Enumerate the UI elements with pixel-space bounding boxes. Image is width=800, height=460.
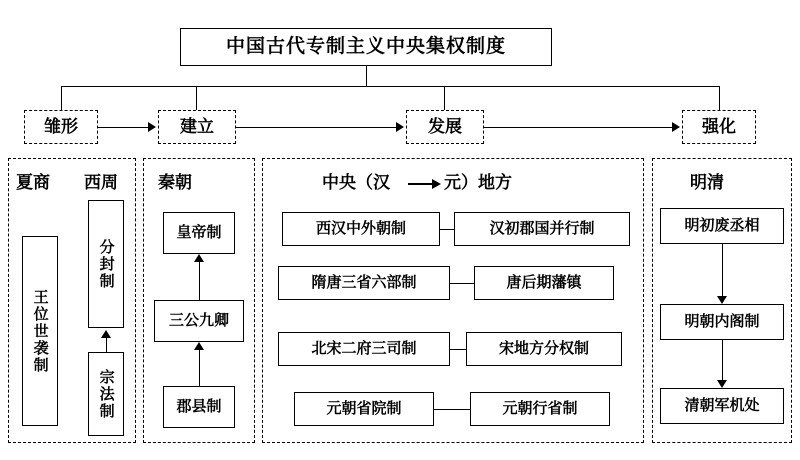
connector-drop-1 <box>61 86 62 110</box>
connector-row-4 <box>434 409 470 410</box>
connector-mingchu-neige <box>722 244 723 296</box>
connector-stage3-stage4 <box>484 127 672 128</box>
stage-box-3[interactable]: 发展 <box>406 110 484 144</box>
group-label-xizhou: 西周 <box>84 173 118 192</box>
connector-stage1-stage2 <box>98 127 148 128</box>
connector-junxian-sangong <box>199 350 200 386</box>
item-zongfa-zhi[interactable]: 宗法制 <box>88 352 124 436</box>
group-label-qin: 秦朝 <box>158 173 192 192</box>
arrow-mingchu-neige <box>717 296 727 304</box>
arrow-junxian-sangong <box>194 342 204 350</box>
arrow-han-to-yuan <box>408 177 442 191</box>
item-qingchao-junjichu[interactable]: 清朝军机处 <box>660 388 784 424</box>
item-huangdi-zhi[interactable]: 皇帝制 <box>163 212 235 254</box>
stage-box-2[interactable]: 建立 <box>158 110 236 144</box>
connector-drop-2 <box>196 86 197 110</box>
connector-row-1 <box>440 229 454 230</box>
arrow-stage3-stage4 <box>672 122 680 132</box>
item-suitang-sansheng-liubu-zhi[interactable]: 隋唐三省六部制 <box>278 266 450 300</box>
group-label-central: 中央（汉 <box>322 173 390 192</box>
item-hanchu-junguo-bingxing-zhi[interactable]: 汉初郡国并行制 <box>454 212 630 246</box>
item-yuanchao-shengyuan-zhi[interactable]: 元朝省院制 <box>294 392 434 426</box>
arrow-stage2-stage3 <box>396 122 404 132</box>
item-junxian-zhi[interactable]: 郡县制 <box>163 386 235 428</box>
group-label-local: 元）地方 <box>444 173 512 192</box>
diagram-title: 中国古代专制主义中央集权制度 <box>180 28 552 66</box>
item-yuanchao-xingsheng-zhi[interactable]: 元朝行省制 <box>470 392 610 426</box>
item-sangong-jiuqing[interactable]: 三公九卿 <box>154 300 244 342</box>
group-label-mingqing: 明清 <box>690 173 724 192</box>
item-song-difang-fenquan-zhi[interactable]: 宋地方分权制 <box>466 332 622 366</box>
arrow-stage1-stage2 <box>148 122 156 132</box>
item-beisong-erfu-sansi-zhi[interactable]: 北宋二府三司制 <box>278 332 450 366</box>
item-mingchao-neige-zhi[interactable]: 明朝内阁制 <box>660 304 784 340</box>
connector-zongfa-fengjian <box>106 338 107 352</box>
item-xihan-zhongwaichao-zhi[interactable]: 西汉中外朝制 <box>282 212 440 246</box>
connector-drop-4 <box>719 86 720 110</box>
connector-drop-3 <box>444 86 445 110</box>
item-mingchu-fei-chengxiang[interactable]: 明初废丞相 <box>660 208 784 244</box>
connector-stage2-stage3 <box>236 127 396 128</box>
connector-distribution-bar <box>61 86 719 87</box>
arrow-zongfa-fengjian <box>101 330 111 338</box>
item-fengjian-zhi[interactable]: 分封制 <box>88 200 124 328</box>
item-wangwei-shixi-zhi[interactable]: 王位世袭制 <box>22 236 58 426</box>
arrow-neige-junjichu <box>717 380 727 388</box>
connector-row-2 <box>450 283 474 284</box>
connector-neige-junjichu <box>722 340 723 380</box>
connector-row-3 <box>450 349 466 350</box>
item-tanghouqi-fanzhen[interactable]: 唐后期藩镇 <box>474 266 614 300</box>
group-label-xiashang: 夏商 <box>16 173 50 192</box>
stage-box-1[interactable]: 雏形 <box>24 110 98 144</box>
stage-box-4[interactable]: 强化 <box>682 110 756 144</box>
arrow-sangong-huangdi <box>194 254 204 262</box>
connector-title-stem <box>366 66 367 86</box>
connector-sangong-huangdi <box>199 262 200 300</box>
